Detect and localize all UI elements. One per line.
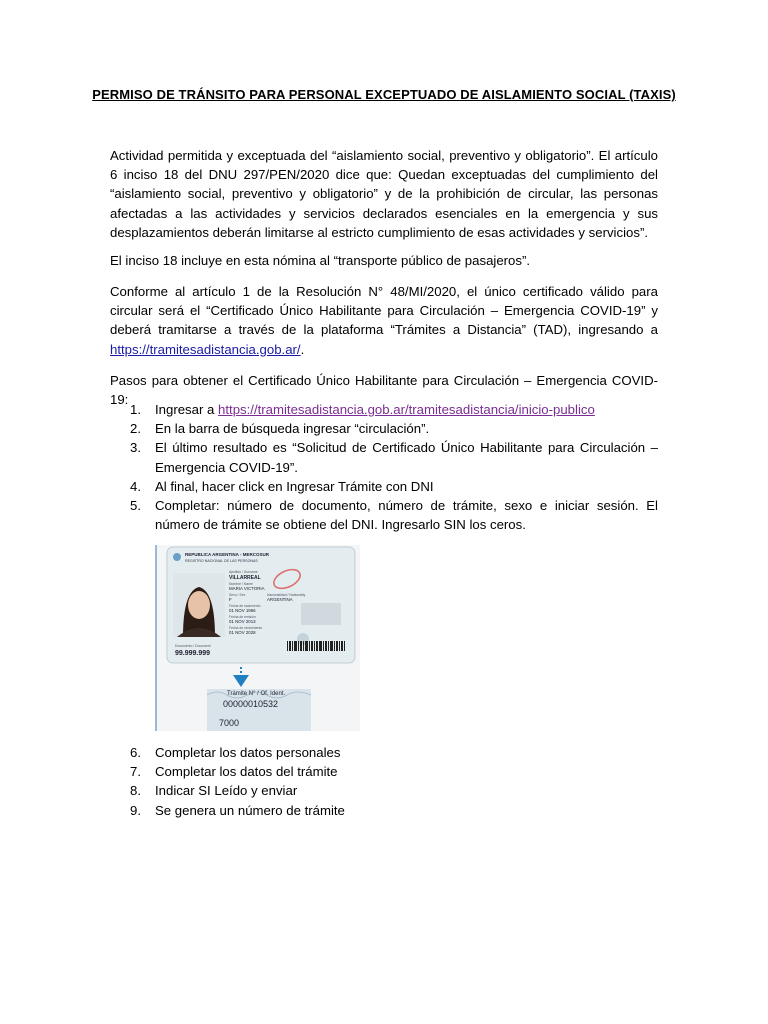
office-code: 7000 <box>219 718 240 728</box>
list-item <box>110 781 658 800</box>
step-text: Completar los datos del trámite <box>155 764 338 780</box>
step-number: 9. <box>130 802 141 818</box>
dni-birth: 01 NOV 1966 <box>229 608 256 613</box>
dni-document-label: Documento / Document <box>175 644 211 648</box>
face-shape <box>188 591 210 619</box>
dni-expiry-label: Fecha de vencimiento <box>229 626 263 630</box>
dni-sex: F <box>229 597 232 602</box>
dni-card-illustration <box>157 545 360 731</box>
list-item <box>110 743 658 762</box>
step-text: Ingresar a <box>155 402 219 417</box>
step-number: 7. <box>130 764 141 780</box>
step-text: En la barra de búsqueda ingresar “circulación”. <box>155 421 430 437</box>
list-item <box>110 477 658 496</box>
tramite-label: Trámite N° / Of. Ident. <box>227 691 286 697</box>
dni-document-number: 99.999.999 <box>175 650 211 657</box>
step-text: Completar: número de documento, número de trámite, sexo e iniciar sesión. El número de trámite se obtiene del DNI. Ingresarlo SIN los ceros. <box>155 498 658 533</box>
step-text: Completar los datos personales <box>155 745 341 760</box>
step-text: Se genera un número de trámite <box>155 802 345 818</box>
step-number: 6. <box>130 745 141 760</box>
dni-name: MARIA VICTORIA <box>229 586 265 591</box>
list-item <box>110 419 658 438</box>
tramite-number: 00000010532 <box>223 699 279 709</box>
dni-issue-label: Fecha de emisión <box>229 615 256 619</box>
list-item <box>110 438 658 476</box>
dni-name-label: Nombre / Name <box>229 582 253 586</box>
steps-list-first <box>110 400 658 534</box>
step-number: 1. <box>130 402 141 417</box>
step-number: 8. <box>130 783 141 799</box>
tad-inicio-link[interactable]: https://tramitesadistancia.gob.ar/tramitesadistancia/inicio-publico <box>218 402 595 417</box>
barcode-icon <box>287 641 345 651</box>
steps-list-second <box>110 743 658 820</box>
dni-issue: 01 NOV 2013 <box>229 619 256 624</box>
list-item <box>110 400 658 419</box>
step-text: Indicar SI Leído y enviar <box>155 783 298 799</box>
list-item <box>110 801 658 820</box>
tad-link[interactable]: https://tramitesadistancia.gob.ar/ <box>110 341 301 357</box>
dni-registry: REGISTRO NACIONAL DE LAS PERSONAS <box>185 559 258 563</box>
dni-nationality: ARGENTINA <box>267 597 293 602</box>
dni-surname: VILLARREAL <box>229 575 261 581</box>
paragraph-inciso: El inciso 18 incluye en esta nómina al “transporte público de pasajeros”. <box>110 253 531 268</box>
dni-surname-label: Apellido / Surname <box>229 570 258 574</box>
list-item <box>110 762 658 781</box>
list-item <box>110 496 658 534</box>
hologram-area <box>301 603 341 625</box>
step-number: 2. <box>130 421 141 437</box>
dni-expiry: 01 NOV 2028 <box>229 630 256 635</box>
step-number: 3. <box>130 440 141 456</box>
document-title: PERMISO DE TRÁNSITO PARA PERSONAL EXCEPTUADO DE AISLAMIENTO SOCIAL (TAXIS) <box>92 87 676 102</box>
dni-birth-label: Fecha de nacimiento <box>229 604 261 608</box>
dni-card-image <box>155 545 360 731</box>
dni-country: REPUBLICA ARGENTINA - MERCOSUR <box>185 552 269 557</box>
paragraph-resolucion <box>110 282 658 359</box>
paragraph-steps-heading: Pasos para obtener el Certificado Único Habilitante para Circulación – Emergencia COVID-19: <box>110 373 658 408</box>
step-number: 4. <box>130 478 141 494</box>
step-text: El último resultado es “Solicitud de Certificado Único Habilitante para Circulación – Emergencia COVID-19”. <box>155 440 658 475</box>
paragraph-resolucion-text: Conforme al artículo 1 de la Resolución N° 48/MI/2020, el único certificado válido para circular será el “Certificado Único Habilitante para Circulación – Emergencia COVID-19” y deberá tramitarse a través de la plataforma “Trámites a Distancia” (TAD), ingresando a <box>110 284 658 338</box>
step-text: Al final, hacer click en Ingresar Trámite con DNI <box>155 478 434 494</box>
step-number: 5. <box>130 498 141 514</box>
argentina-shield-icon <box>173 553 181 561</box>
dni-nationality-label: Nacionalidad / Nationality <box>267 593 306 597</box>
dni-sex-label: Sexo / Sex <box>229 593 246 597</box>
paragraph-intro: Actividad permitida y exceptuada del “aislamiento social, preventivo y obligatorio”. El artículo 6 inciso 18 del DNU 297/PEN/2020 dice que: Quedan exceptuadas del cumplimiento del “aislamiento social, preventivo y obligatorio” y de la prohibición de circular, las personas afectadas a las actividades y servicios declarados esenciales en la emergencia y sus desplazamientos deberán limitarse al estricto cumplimiento de esas actividades y servicios”. <box>110 148 658 240</box>
paragraph-resolucion-end: . <box>300 341 305 357</box>
